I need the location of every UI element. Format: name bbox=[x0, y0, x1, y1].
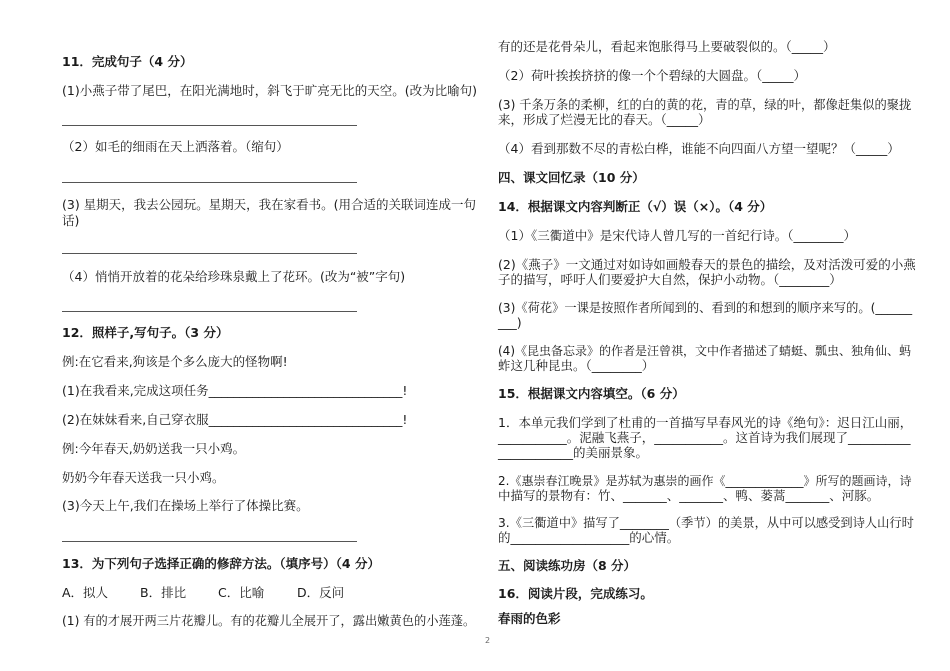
section-5-heading: 五、阅读练功房（8 分） bbox=[498, 558, 637, 573]
q13-title: 13．为下列句子选择正确的修辞方法。（填序号）（4 分） bbox=[62, 556, 380, 571]
q14-1-text: （1）《三衢道中》是宋代诗人曾几写的一首纪行诗。（________） bbox=[498, 228, 856, 243]
section-4-heading: 四、课文回忆录（10 分） bbox=[498, 170, 645, 185]
q16-title: 16．阅读片段，完成练习。 bbox=[498, 586, 653, 601]
q12-3-text: (3)今天上午,我们在操场上举行了体操比赛。 bbox=[62, 498, 309, 513]
q12-1-text: (1)在我看来,完成这项任务_______________________________! bbox=[62, 383, 408, 398]
q13-3-text-cont: 来，形成了烂漫无比的春天。（_____） bbox=[498, 112, 711, 127]
q12-2-text: (2)在妹妹看来,自己穿衣服_______________________________! bbox=[62, 412, 408, 427]
q14-3-text: (3)《荷花》一课是按照作者所闻到的、看到的和想到的顺序来写的。(______ bbox=[498, 301, 913, 315]
q13-option-a: A．拟人 bbox=[62, 585, 109, 600]
q14-2-text: (2)《燕子》一文通过对如诗如画般春天的景色的描绘，及对活泼可爱的小燕 bbox=[498, 257, 916, 272]
q15-1-text: 1．本单元我们学到了杜甫的一首描写早春风光的诗《绝句》：迟日江山丽， bbox=[498, 415, 913, 430]
q12-example-2a: 例:今年春天,奶奶送我一只小鸡。 bbox=[62, 441, 246, 456]
q14-3-text-cont: ___) bbox=[498, 315, 522, 330]
q11-3-text-cont: 话) bbox=[62, 213, 80, 228]
q12-example-2b: 奶奶今年春天送我一只小鸡。 bbox=[62, 470, 225, 485]
q12-3-answer-line[interactable] bbox=[62, 541, 357, 542]
q15-2-text-cont: 中描写的景物有：竹、_______、_______、鸭、蒌蒿_______、河豚。 bbox=[498, 488, 880, 503]
page-number: 2 bbox=[485, 636, 491, 645]
q15-1-text-cont2: ____________的美丽景象。 bbox=[498, 445, 649, 460]
q14-4-text-cont: 蚱这几种昆虫。（________） bbox=[498, 358, 655, 373]
q11-title: 11．完成句子（4 分） bbox=[62, 54, 193, 69]
q12-example-1: 例:在它看来,狗该是个多么庞大的怪物啊! bbox=[62, 354, 288, 369]
q13-4-text: （4）看到那数不尽的青松白桦，谁能不向四面八方望一望呢？（_____） bbox=[498, 141, 900, 156]
q11-2-text: （2）如毛的细雨在天上洒落着。（缩句） bbox=[62, 139, 289, 154]
q11-1-answer-line[interactable] bbox=[62, 125, 357, 126]
q13-2-text: （2）荷叶挨挨挤挤的像一个个碧绿的大圆盘。（_____） bbox=[498, 68, 806, 83]
q13-3-text: (3) 千条万条的柔柳，红的白的黄的花，青的草，绿的叶，都像赶集似的聚拢 bbox=[498, 98, 912, 112]
q11-4-text: （4）悄悄开放着的花朵给珍珠泉戴上了花环。(改为“被”字句) bbox=[62, 269, 406, 284]
q11-3-answer-line[interactable] bbox=[62, 253, 357, 254]
q12-title: 12．照样子,写句子。（3 分） bbox=[62, 325, 229, 340]
q14-title: 14．根据课文内容判断正（√）误（×）。（4 分） bbox=[498, 199, 773, 214]
q15-1-text-cont: ___________。泥融飞燕子，___________。这首诗为我们展现了__________ bbox=[498, 430, 911, 445]
q14-4-text: (4)《昆虫备忘录》的作者是汪曾祺，文中作者描述了蜻蜓、瓢虫、独角仙、蚂 bbox=[498, 344, 912, 358]
q11-2-answer-line[interactable] bbox=[62, 182, 357, 183]
q14-2-text-cont: 子的描写，呼吁人们要爱护大自然，保护小动物。（________） bbox=[498, 272, 842, 287]
q11-1-text: (1)小燕子带了尾巴，在阳光满地时，斜飞于旷亮无比的天空。(改为比喻句) bbox=[62, 83, 477, 98]
q13-option-d: D．反问 bbox=[297, 585, 345, 600]
q13-option-c: C．比喻 bbox=[218, 585, 265, 600]
q11-3-text: (3) 星期天，我去公园玩。星期天，我在家看书。(用合适的关联词连成一句 bbox=[62, 197, 477, 212]
q11-4-answer-line[interactable] bbox=[62, 311, 357, 312]
q15-title: 15．根据课文内容填空。（6 分） bbox=[498, 386, 685, 401]
q13-1-text: (1) 有的才展开两三片花瓣儿。有的花瓣儿全展开了，露出嫩黄色的小莲蓬。 bbox=[62, 614, 476, 628]
q15-3-text: 3.《三衢道中》描写了________（季节）的美景，从中可以感受到诗人山行时 bbox=[498, 516, 914, 530]
q15-3-text-cont: 的___________________的心情。 bbox=[498, 530, 680, 545]
passage-title: 春雨的色彩 bbox=[498, 611, 561, 626]
q13-option-b: B．排比 bbox=[140, 585, 187, 600]
q15-2-text: 2.《惠崇春江晚景》是苏轼为惠崇的画作《_____________》所写的题画诗，诗 bbox=[498, 474, 912, 488]
q13-1-text-cont: 有的还是花骨朵儿，看起来饱胀得马上要破裂似的。（_____） bbox=[498, 39, 836, 54]
